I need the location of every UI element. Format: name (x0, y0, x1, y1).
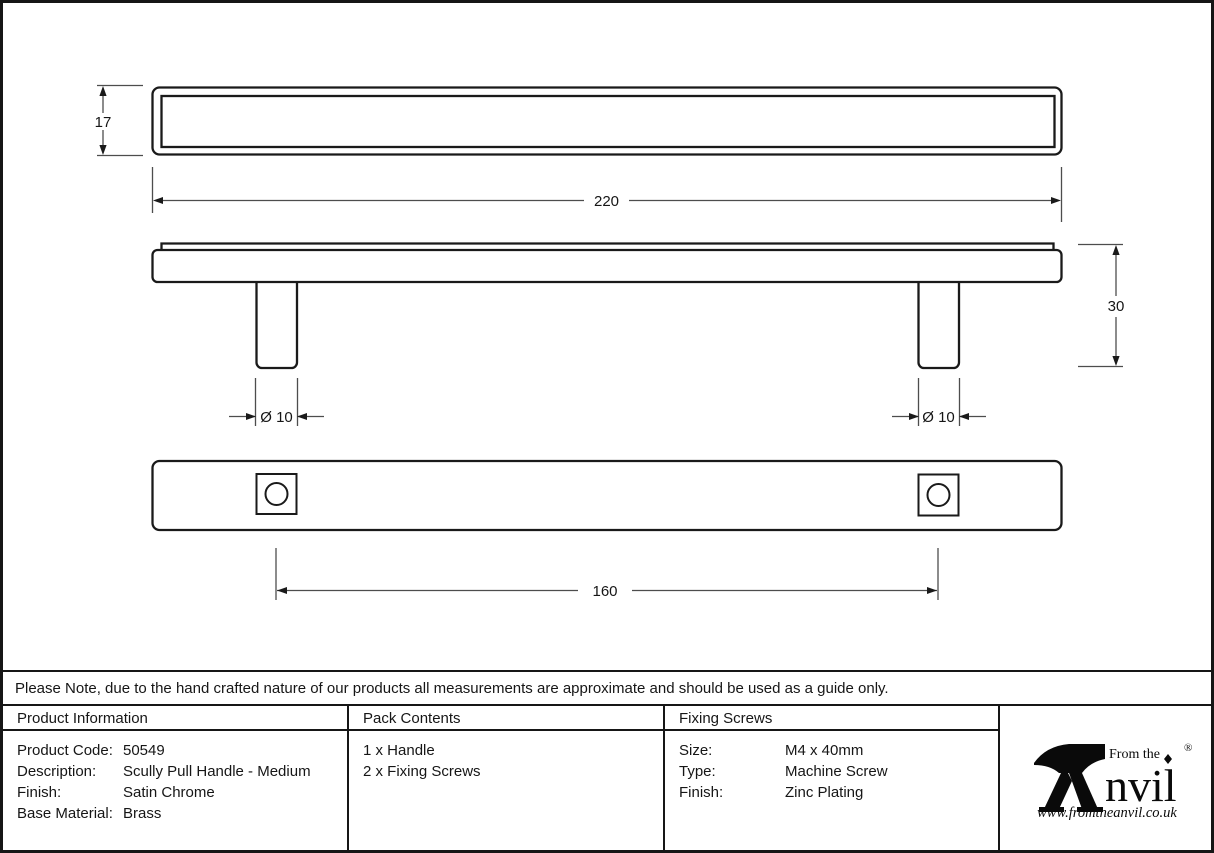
arrow-left-icon (297, 413, 307, 420)
arrow-left-icon (153, 197, 163, 204)
measurement-note-row (3, 670, 1211, 706)
list-item: 1 x Handle (363, 742, 435, 759)
screw-finish-value: Zinc Plating (785, 784, 864, 801)
handle-left-leg (257, 283, 298, 369)
base-material-value: Brass (123, 805, 162, 822)
description-value: Scully Pull Handle - Medium (123, 763, 311, 780)
fixing-screws-header: Fixing Screws (665, 706, 998, 731)
handle-back-outline (153, 461, 1062, 530)
screw-finish-label: Finish: (679, 784, 724, 801)
table-row (17, 803, 347, 824)
description-label: Description: (17, 763, 97, 780)
dim-diameter-right-label: Ø 10 (922, 409, 955, 426)
table-row (679, 782, 998, 803)
dim-centres-label: 160 (592, 583, 618, 600)
technical-drawing (3, 3, 1211, 670)
arrow-right-icon (909, 413, 919, 420)
table-row (17, 782, 347, 803)
arrow-up-icon (99, 86, 106, 96)
arrow-right-icon (1051, 197, 1061, 204)
brand-logo-cell (998, 706, 1211, 850)
arrow-down-icon (99, 145, 106, 155)
product-information-header: Product Information (3, 706, 347, 731)
table-row (679, 761, 998, 782)
left-screw-boss (257, 474, 297, 514)
dimension-220 (153, 167, 1062, 222)
handle-fixing-view (153, 461, 1062, 530)
handle-top-outline (153, 88, 1062, 155)
product-code-label: Product Code: (17, 742, 113, 759)
finish-label: Finish: (17, 784, 62, 801)
dim-projection-label: 30 (1107, 298, 1125, 315)
right-screw-hole (928, 484, 950, 506)
handle-top-inner-face (162, 96, 1055, 147)
arrow-right-icon (246, 413, 256, 420)
screw-size-label: Size: (679, 742, 713, 759)
table-row (17, 761, 347, 782)
measurement-note-text: Please Note, due to the hand crafted nature of our products all measurements are approximate and should be used as a guide only. (15, 679, 889, 697)
dim-height-label: 17 (94, 114, 112, 131)
handle-side-view (153, 244, 1062, 369)
arrow-left-icon (277, 587, 287, 594)
dim-diameter-left-label: Ø 10 (260, 409, 293, 426)
spec-table (3, 706, 1211, 850)
dimension-dia10-right (892, 378, 986, 426)
product-code-value: 50549 (123, 742, 165, 759)
handle-top-view (153, 88, 1062, 155)
logo-name-text: nvil (1104, 760, 1177, 811)
dimension-160 (276, 548, 938, 600)
table-row (679, 740, 998, 761)
arrow-up-icon (1112, 245, 1119, 255)
handle-right-leg (919, 283, 960, 369)
dimension-17 (95, 86, 143, 156)
fixing-screws-column (663, 706, 998, 850)
product-information-column (3, 706, 347, 850)
anvil-icon (1034, 744, 1105, 812)
dimension-dia10-left (229, 378, 324, 426)
fixing-screws-body (665, 731, 998, 803)
pack-contents-column (347, 706, 663, 850)
list-item: 2 x Fixing Screws (363, 763, 481, 780)
dimension-30 (1078, 245, 1124, 367)
pack-contents-body (349, 731, 663, 782)
dim-length-label: 220 (593, 193, 620, 210)
arrow-down-icon (1112, 356, 1119, 366)
screw-type-value: Machine Screw (785, 763, 888, 780)
registered-trademark-icon: ® (1183, 742, 1192, 754)
left-screw-hole (266, 483, 288, 505)
from-the-anvil-logo (1012, 736, 1200, 820)
arrow-right-icon (927, 587, 937, 594)
base-material-label: Base Material: (17, 805, 113, 822)
pack-contents-header: Pack Contents (349, 706, 663, 731)
finish-value: Satin Chrome (123, 784, 215, 801)
table-row (17, 740, 347, 761)
screw-type-label: Type: (679, 763, 716, 780)
arrow-left-icon (959, 413, 969, 420)
handle-side-bar (153, 250, 1062, 282)
right-screw-boss (919, 475, 959, 516)
screw-size-value: M4 x 40mm (785, 742, 864, 759)
logo-website-text: www.fromtheanvil.co.uk (1036, 805, 1177, 820)
logo-prefix-text: From the (1108, 747, 1160, 762)
product-information-body (3, 731, 347, 824)
